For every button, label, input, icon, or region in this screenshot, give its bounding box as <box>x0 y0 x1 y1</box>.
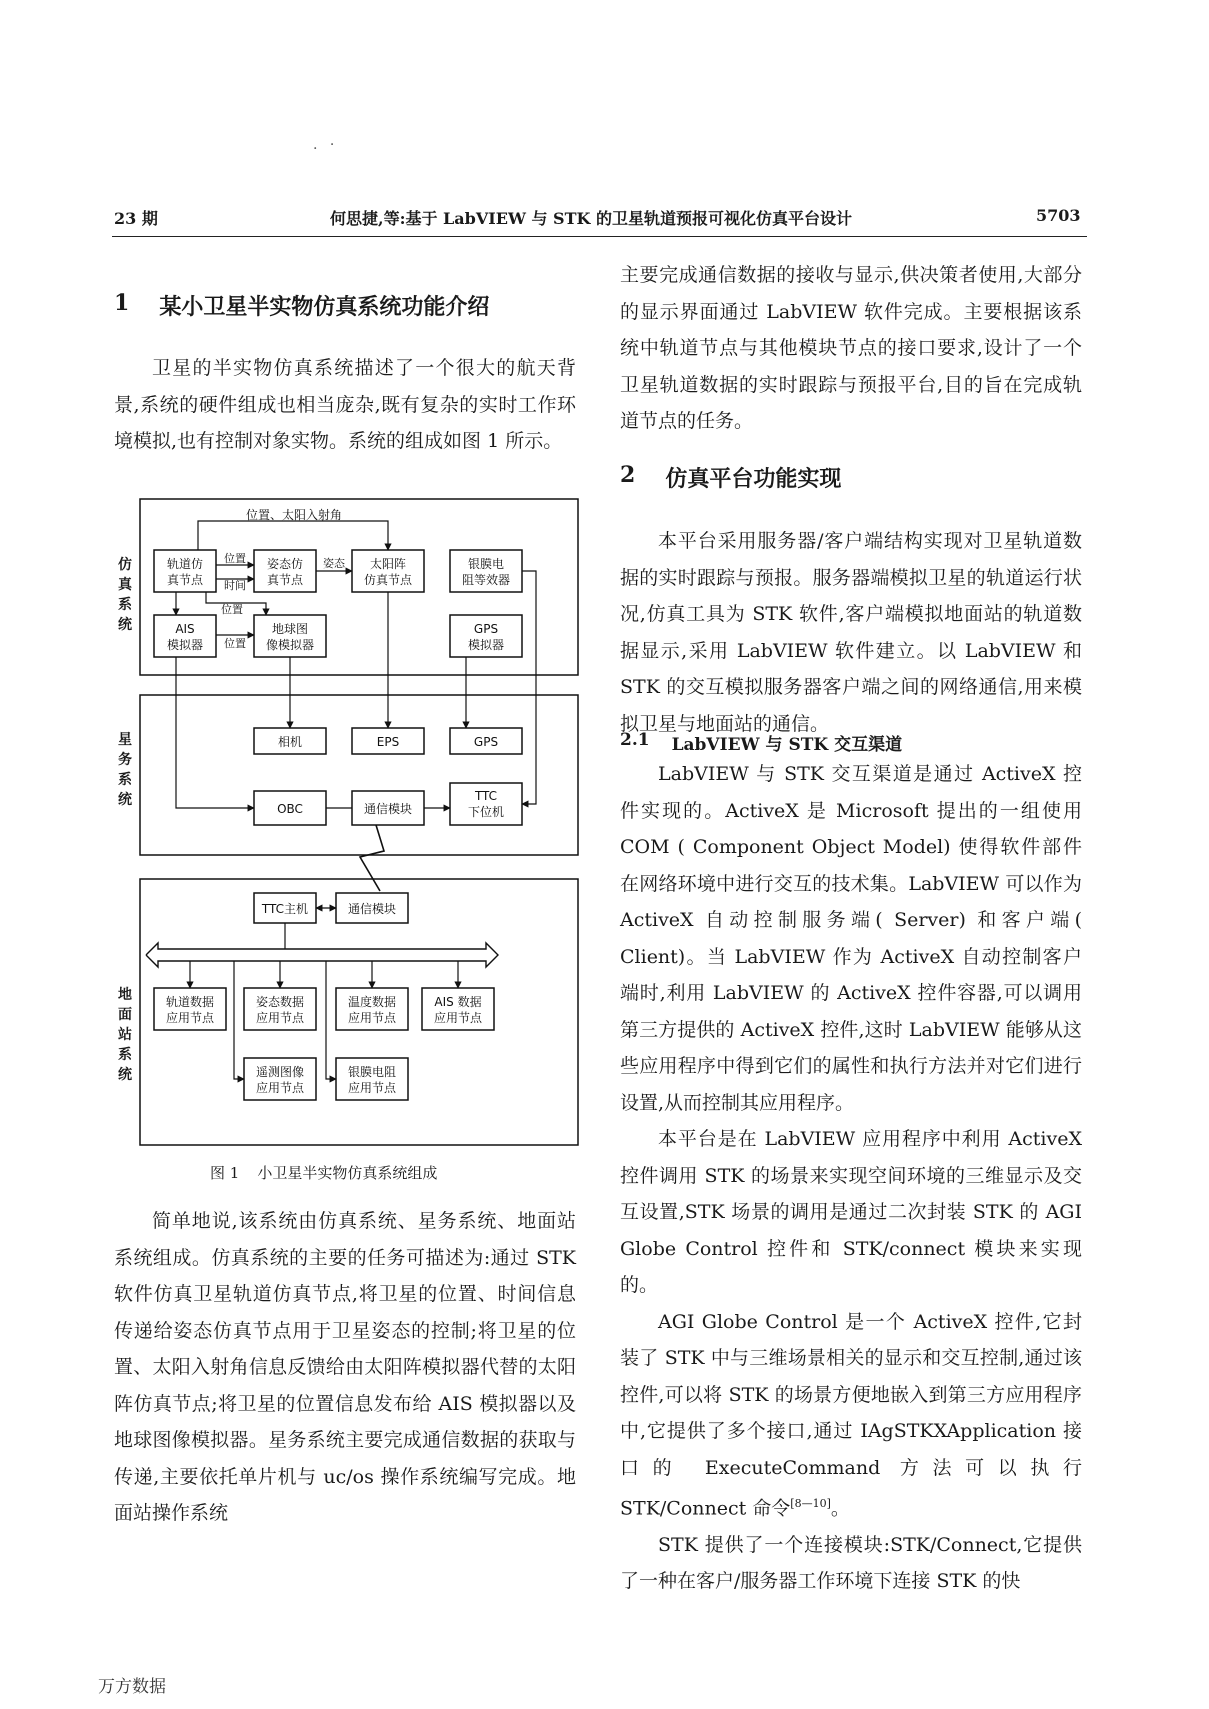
running-title: 何思捷,等:基于 LabVIEW 与 STK 的卫星轨道预报可视化仿真平台设计 <box>330 209 852 228</box>
watermark: 万方数据 <box>98 1677 166 1697</box>
scan-specks: . · <box>313 137 339 153</box>
figure-caption <box>210 1162 550 1183</box>
comm2-label: 通信模块 <box>347 902 397 916</box>
section-heading <box>114 290 576 321</box>
earth-img-l2: 像模拟器 <box>265 638 315 652</box>
attitude-app-l2: 应用节点 <box>255 1011 305 1025</box>
orbit-app-l1: 轨道数据 <box>165 995 215 1009</box>
ais-app-l1: AIS 数据 <box>434 995 482 1009</box>
paragraph-with-citation <box>620 1304 1082 1527</box>
silver-res-l2: 阻等效器 <box>461 573 511 587</box>
system-block-diagram <box>136 495 582 1150</box>
ttc-lower-l2: 下位机 <box>467 805 505 819</box>
orbit-app-l2: 应用节点 <box>165 1011 215 1025</box>
attitude-node-l1: 姿态仿 <box>266 557 304 571</box>
telemetry-app-l1: 遥测图像 <box>255 1065 305 1079</box>
subsection-2-1-heading <box>620 730 1082 755</box>
star-system-frame <box>140 695 578 855</box>
edge-label-pos3: 位置 <box>224 637 246 650</box>
silver-app-l1: 银膜电阻 <box>347 1065 397 1079</box>
paragraph: 本平台采用服务器/客户端结构实现对卫星轨道数据的实时跟踪与预报。服务器端模拟卫星的轨道运行状况,仿真工具为 STK 软件,客户端模拟地面站的轨道数据显示,采用 LabVIEW 软件建立。以 LabVIEW 和 STK 的交互模拟服务器客户端之间的网络通信,用来模拟卫星与地面站的通信。 <box>620 530 1082 735</box>
ttc-host-label: TTC主机 <box>261 902 309 916</box>
ttc-lower-l1: TTC <box>474 789 498 803</box>
subsection-number: 2.1 <box>620 730 650 750</box>
section-1-summary <box>114 1203 576 1532</box>
section-title: 某小卫星半实物仿真系统功能介绍 <box>159 294 490 320</box>
paragraph: 简单地说,该系统由仿真系统、星务系统、地面站系统组成。仿真系统的主要的任务可描述为:通过 STK 软件仿真卫星轨道仿真节点,将卫星的位置、时间信息传递给姿态仿真节点用于卫星姿态的控制;将卫星的位置、太阳入射角信息反馈给由太阳阵模拟器代替的太阳阵仿真节点;将卫星的位置信息发布给 AIS 模拟器以及地球图像模拟器。星务系统主要完成通信数据的获取与传递,主要依托单片机与 uc/os 操作系统编写完成。地面站操作系统 <box>114 1210 576 1524</box>
ais-sim-l1: AIS <box>175 622 195 636</box>
gps-label: GPS <box>473 735 499 749</box>
solar-node-l1: 太阳阵 <box>369 557 407 571</box>
eps-label: EPS <box>376 735 400 749</box>
header-rule <box>112 236 1087 237</box>
sim-system-frame <box>140 499 578 675</box>
edge-label-pos1: 位置 <box>224 552 246 565</box>
attitude-node-l2: 真节点 <box>266 573 304 587</box>
paragraph-text: AGI Globe Control 是一个 ActiveX 控件,它封装了 STK 中与三维场景相关的显示和交互控制,通过该控件,可以将 STK 的场景方便地嵌入到第三方应用程序中,它提供了多个接口,通过 IAgSTKXApplication 接口的 ExecuteCommand 方法可以执行 STK/Connect 命令 <box>620 1310 1082 1520</box>
page-number: 5703 <box>1036 206 1081 225</box>
section-number: 1 <box>114 290 130 316</box>
figure-caption-text: 小卫星半实物仿真系统组成 <box>257 1164 438 1182</box>
paragraph: 主要完成通信数据的接收与显示,供决策者使用,大部分的显示界面通过 LabVIEW 软件完成。主要根据该系统中轨道节点与其他模块节点的接口要求,设计了一个卫星轨道数据的实时跟踪与预报平台,目的旨在完成轨道节点的任务。 <box>620 264 1082 432</box>
solar-node-l2: 仿真节点 <box>363 573 413 587</box>
attitude-app-l1: 姿态数据 <box>255 995 305 1009</box>
paragraph: STK 提供了一个连接模块:STK/Connect,它提供了一种在客户/服务器工作环境下连接 STK 的快 <box>620 1533 1082 1593</box>
gps-sim-l1: GPS <box>473 622 499 636</box>
section-title: 仿真平台功能实现 <box>665 466 842 492</box>
silver-app-l2: 应用节点 <box>347 1081 397 1095</box>
group-label-star-vertical: 星务系统 <box>118 732 132 808</box>
comm1-label: 通信模块 <box>363 802 413 816</box>
gps-sim-l2: 模拟器 <box>467 638 505 652</box>
paragraph: 本平台是在 LabVIEW 应用程序中利用 ActiveX 控件调用 STK 的场景来实现空间环境的三维显示及交互设置,STK 场景的调用是通过二次封装 STK 的 AGI Globe Control 控件和 STK/connect 模块来实现的。 <box>620 1128 1082 1296</box>
ais-sim-l2: 模拟器 <box>166 638 204 652</box>
citation: [8—10] <box>790 1497 831 1510</box>
ais-app-l2: 应用节点 <box>433 1011 483 1025</box>
subsection-title: LabVIEW 与 STK 交互渠道 <box>671 735 903 755</box>
earth-img-l1: 地球图 <box>271 622 309 636</box>
orbit-node-l1: 轨道仿 <box>166 557 204 571</box>
section-1-intro <box>114 350 576 460</box>
orbit-node-l2: 真节点 <box>166 573 204 587</box>
group-label-sim-vertical: 仿真系统 <box>118 557 132 633</box>
camera-label: 相机 <box>277 735 303 749</box>
telemetry-app-l2: 应用节点 <box>255 1081 305 1095</box>
figure-1-diagram <box>136 495 582 1150</box>
figure-caption-label: 图 1 <box>210 1164 240 1182</box>
section-1-heading <box>114 290 576 321</box>
edge-label-pos2: 位置 <box>221 603 243 616</box>
section-2-heading <box>620 462 1082 493</box>
right-column-continuation <box>620 257 1082 440</box>
section-heading <box>620 462 1082 493</box>
issue-number: 23 期 <box>114 209 158 228</box>
edge-label-pos-sun: 位置、太阳入射角 <box>246 508 343 522</box>
edge-label-time: 时间 <box>224 579 246 592</box>
temp-app-l1: 温度数据 <box>347 995 397 1009</box>
silver-res-l1: 银膜电 <box>467 557 505 571</box>
section-2-intro <box>620 523 1082 742</box>
subsection-2-1-body <box>620 756 1082 1600</box>
paragraph-end: 。 <box>830 1497 850 1520</box>
group-label-ground-vertical: 地面站系统 <box>118 987 132 1083</box>
paragraph: LabVIEW 与 STK 交互渠道是通过 ActiveX 控件实现的。ActiveX 是 Microsoft 提出的一组使用 COM ( Component Object Model) 使得软件部件在网络环境中进行交互的技术集。LabVIEW 可以作为 ActiveX 自动控制服务端( Server) 和客户端( Client)。当 LabVIEW 作为 ActiveX 自动控制客户端时,利用 LabVIEW 的 ActiveX 控件容器,可以调用第三方提供的 ActiveX 控件,这时 LabVIEW 能够从这些应用程序中得到它们的属性和执行方法并对它们进行设置,从而控制其应用程序。 <box>620 763 1082 1114</box>
temp-app-l2: 应用节点 <box>347 1011 397 1025</box>
subsection-heading <box>620 730 1082 755</box>
paragraph: 卫星的半实物仿真系统描述了一个很大的航天背景,系统的硬件组成也相当庞杂,既有复杂的实时工作环境模拟,也有控制对象实物。系统的组成如图 1 所示。 <box>114 357 576 452</box>
edge-label-attitude: 姿态 <box>323 557 345 570</box>
obc-label: OBC <box>277 802 303 816</box>
section-number: 2 <box>620 462 636 488</box>
